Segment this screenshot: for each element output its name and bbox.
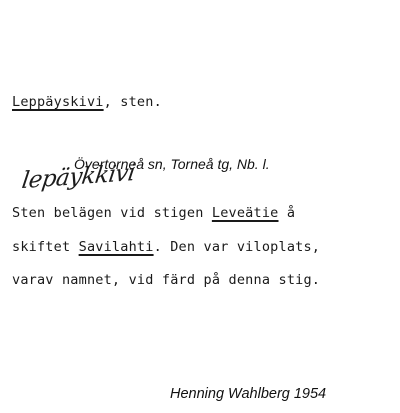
place-label: Övertorneå sn, Torneå tg, Nb. l. bbox=[74, 156, 270, 172]
headword-suffix: , sten. bbox=[103, 94, 162, 110]
place-name-savilahti: Savilahti bbox=[78, 239, 154, 255]
body-line-1-text-a: Sten belägen vid stigen bbox=[12, 205, 212, 221]
body-line-1-text-b: å bbox=[278, 205, 296, 221]
signature: Henning Wahlberg 1954 bbox=[170, 386, 327, 402]
headword: Leppäyskivi bbox=[12, 94, 104, 110]
body-line-1 bbox=[12, 205, 295, 221]
body-line-2 bbox=[12, 239, 320, 255]
body-line-2-text-b: . Den var viloplats, bbox=[153, 239, 321, 255]
headword-line bbox=[12, 94, 162, 110]
handwritten-form: lepäykkivi bbox=[20, 159, 137, 195]
place-name-leveatie: Leveätie bbox=[211, 205, 279, 221]
body-line-3: varav namnet, vid färd på denna stig. bbox=[12, 272, 321, 288]
body-line-2-text-a: skiftet bbox=[12, 239, 79, 255]
